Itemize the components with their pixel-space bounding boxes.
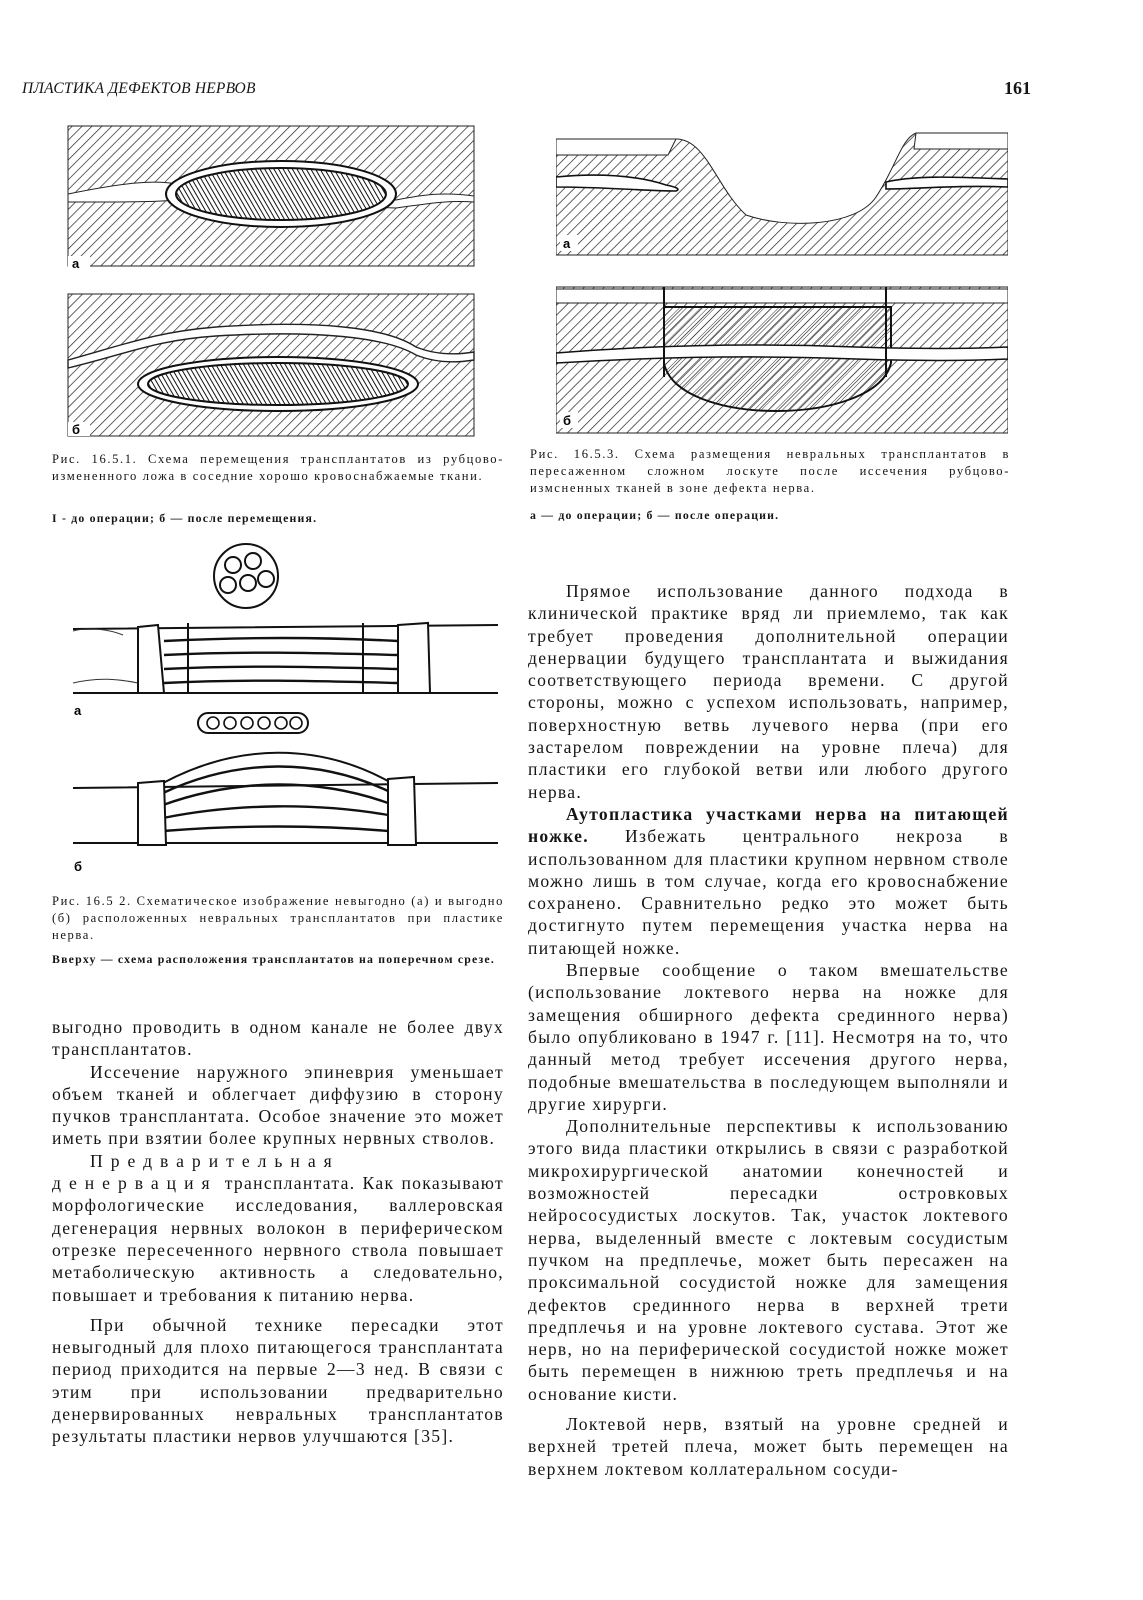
fig2-label-a: а — [74, 703, 82, 718]
left-paragraph-3-body: трансплантата. Как показывают морфологические исследования, валлеровская дегенерация нервных волокон в периферическом отрезке пересеченного нервного ствола повышает метаболическую активность а следовательно, повышает и требования к питанию нерва. — [52, 1173, 504, 1305]
fig3-label-a: а — [563, 236, 571, 251]
right-paragraph-2 — [528, 803, 1009, 959]
fig1-label-b: б — [72, 422, 81, 437]
figure-16-5-2-caption: Рис. 16.5 2. Схематическое изображение невыгодно (а) и выгодно (б) расположенных невральных трансплантатов при пластике нерва. — [52, 894, 504, 942]
left-paragraph-4: При обычной технике пересадки этот невыгодный для плохо питающегося трансплантата период приходится на первые 2—3 нед. В связи с этим при использовании предварительно денервированных невральных трансплантатов результаты пластики нервов улучшаются [35]. — [52, 1314, 504, 1447]
figure-16-5-1-drawing — [66, 122, 476, 437]
fig3-label-b: б — [563, 413, 572, 428]
figure-16-5-3 — [556, 127, 1008, 434]
right-paragraph-2-body: Избежать центрального некроза в использованном для пластики крупном нервном стволе можно лишь в том случае, когда его кровоснабжение сохранено. Сравнительно редко это может быть достигнуто путем перемещения участка нерва на питающей ножке. — [528, 826, 1010, 958]
figure-16-5-2-legend: Вверху — схема расположения трансплантатов на поперечном срезе. — [52, 952, 496, 966]
figure-16-5-3-caption: Рис. 16.5.3. Схема размещения невральных трансплантатов в пересаженном сложном лоскуте после иссечения рубцово-измсненных тканей в зоне дефекта нерва. — [530, 447, 1010, 495]
left-paragraph-1: выгодно проводить в одном канале не более двух трансплантатов. — [52, 1017, 504, 1060]
right-paragraph-4: Дополнительные перспективы к использованию этого вида пластики открылись в связи с разработкой микрохирургической анатомии конечностей и возможностей пересадки островковых нейрососудистых лоскутов. Так, участок локтевого нерва, выделенный вместе с локтевым сосудистым пучком на предплечье, может быть пересажен на проксимальной сосудистой ножке для замещения дефектов срединного нерва в верхней трети предплечья и на уровне локтевого сустава. Этот же нерв, но на периферической сосудистой ножке может быть перемещен в нижнюю треть предплечья и на основание кисти. — [528, 1116, 1009, 1404]
fig1-label-a: а — [72, 256, 80, 271]
figure-16-5-1-caption: Рис. 16.5.1. Схема перемещения трансплантатов из рубцово-измененного ложа в соседние хорошо кровоснабжаемые ткани. — [52, 452, 504, 483]
right-paragraph-1: Прямое использование данного подхода в клинической практике вряд ли приемлемо, так как требует проведения дополнительной операции денервации будущего трансплантата и выжидания соответствующего периода времени. С другой стороны, можно с успехом использовать, например, поверхностную ветвь лучевого нерва (при его застарелом повреждении на уровне плеча) для пластики его глубокой ветви или любого другого нерва. — [528, 581, 1009, 802]
left-text-column — [52, 1016, 504, 1448]
figure-16-5-3-legend: а — до операции; б — после операции. — [530, 508, 780, 522]
right-paragraph-2-heading: Аутопластика участками нерва на питающей ножке. — [528, 803, 1009, 847]
figure-16-5-2-drawing — [68, 543, 504, 878]
left-paragraph-2: Иссечение наружного эпиневрия уменьшает объем тканей и облегчает диффузию в сторону пучков трансплантата. Особое значение это может иметь при взятии более крупных нервных стволов. — [52, 1061, 504, 1149]
page-number: 161 — [1004, 78, 1031, 98]
right-paragraph-3: Впервые сообщение о таком вмешательстве (использование локтевого нерва на ножке для замещения обширного дефекта срединного нерва) было опубликовано в 1947 г. [11]. Несмотря на то, что данный метод требует иссечения другого нерва, подобные вмешательства в последующем выполняли и другие хирурги. — [528, 960, 1009, 1114]
figure-16-5-1-legend: I - до операции; б — после перемещения. — [52, 511, 318, 525]
figure-16-5-3-drawing — [556, 127, 1008, 434]
left-paragraph-3-lead: Предварительная денервация — [52, 1150, 340, 1194]
running-header-title: ПЛАСТИКА ДЕФЕКТОВ НЕРВОВ — [22, 80, 256, 97]
fig2-label-b: б — [74, 859, 83, 874]
right-text-column — [528, 580, 1009, 1480]
figure-16-5-1 — [66, 122, 476, 437]
right-paragraph-5: Локтевой нерв, взятый на уровне средней и верхней третей плеча, может быть перемещен на верхнем локтевом коллатеральном сосуди- — [528, 1413, 1009, 1479]
figure-16-5-2 — [68, 543, 504, 878]
left-paragraph-3 — [52, 1150, 504, 1306]
